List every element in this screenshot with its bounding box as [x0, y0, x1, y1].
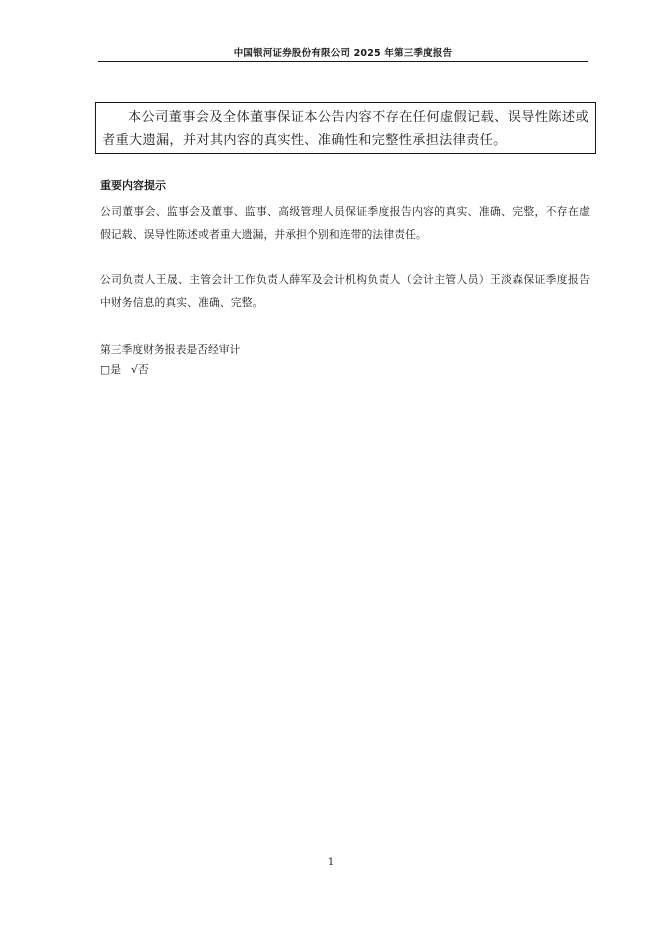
audit-question: 第三季度财务报表是否经审计 — [100, 343, 241, 356]
board-guarantee-paragraph: 公司董事会、监事会及董事、监事、高级管理人员保证季度报告内容的真实、准确、完整，不存在虚假记载、误导性陈述或者重大遗漏，并承担个别和连带的法律责任。 — [100, 205, 590, 241]
audit-option-yes: □是 — [100, 363, 121, 376]
audit-option-no: √否 — [131, 363, 149, 376]
important-notice-heading: 重要内容提示 — [100, 179, 166, 192]
page-number: 1 — [327, 857, 335, 868]
audit-options — [100, 361, 149, 379]
report-header-title: 中国银河证券股份有限公司 2025 年第三季度报告 — [233, 48, 453, 59]
financial-officers-guarantee-paragraph: 公司负责人王晟、主管会计工作负责人薛军及会计机构负责人（会计主管人员）王淡森保证季度报告中财务信息的真实、准确、完整。 — [100, 273, 590, 309]
disclaimer-notice-text: 本公司董事会及全体董事保证本公告内容不存在任何虚假记载、误导性陈述或者重大遗漏，并对其内容的真实性、准确性和完整性承担法律责任。 — [102, 110, 589, 148]
disclaimer-notice-box — [95, 102, 596, 154]
header-divider — [98, 61, 588, 62]
